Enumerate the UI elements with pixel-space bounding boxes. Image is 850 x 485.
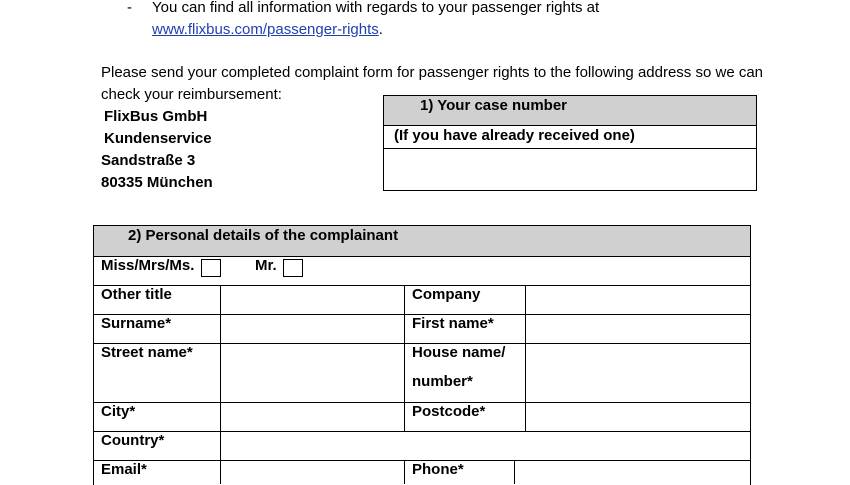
salutation-mr-checkbox[interactable] [283,259,303,277]
country-label: Country* [101,432,165,449]
column-divider [404,285,405,431]
case-number-box [383,95,757,191]
passenger-rights-info-text: You can find all information with regards to your passenger rights at [152,0,600,16]
case-number-subtitle: (If you have already received one) [394,127,635,144]
email-field[interactable] [221,461,404,484]
address-street: Sandstraße 3 [101,152,196,169]
city-label: City* [101,403,136,420]
instructions-line-2: check your reimbursement: [101,86,282,103]
company-field[interactable] [526,286,750,314]
column-divider [404,460,405,484]
other-title-field[interactable] [221,286,404,314]
country-field[interactable] [221,432,750,460]
bullet-dash: - [127,0,132,16]
surname-label: Surname* [101,315,172,332]
address-company: FlixBus GmbH [104,108,208,125]
first-name-field[interactable] [526,315,750,343]
passenger-rights-link[interactable]: www.flixbus.com/passenger-rights [152,21,379,38]
house-number-field[interactable] [526,344,750,402]
house-number-label: number* [412,373,473,390]
personal-details-header [94,226,750,257]
postcode-field[interactable] [526,403,750,431]
link-suffix: . [378,21,383,38]
salutation-miss-label: Miss/Mrs/Ms. [101,257,195,274]
phone-label: Phone* [412,461,464,478]
case-number-input[interactable] [384,149,756,190]
case-number-title: 1) Your case number [420,97,567,114]
personal-details-title: 2) Personal details of the complainant [128,227,399,244]
phone-field[interactable] [515,461,750,484]
city-field[interactable] [221,403,404,431]
email-label: Email* [101,461,147,478]
house-name-label: House name/ [412,344,506,361]
first-name-label: First name* [412,315,494,332]
street-name-field[interactable] [221,344,404,402]
address-city: 80335 München [101,174,213,191]
passenger-rights-link-line [152,21,383,39]
address-department: Kundenservice [104,130,212,147]
instructions-line-1: Please send your completed complaint form for passenger rights to the following address so we can [101,64,764,81]
salutation-miss-checkbox[interactable] [201,259,221,277]
surname-field[interactable] [221,315,404,343]
other-title-label: Other title [101,286,172,303]
case-number-header [384,96,756,126]
company-label: Company [412,286,481,303]
street-name-label: Street name* [101,344,193,361]
salutation-mr-label: Mr. [255,257,277,274]
postcode-label: Postcode* [412,403,486,420]
